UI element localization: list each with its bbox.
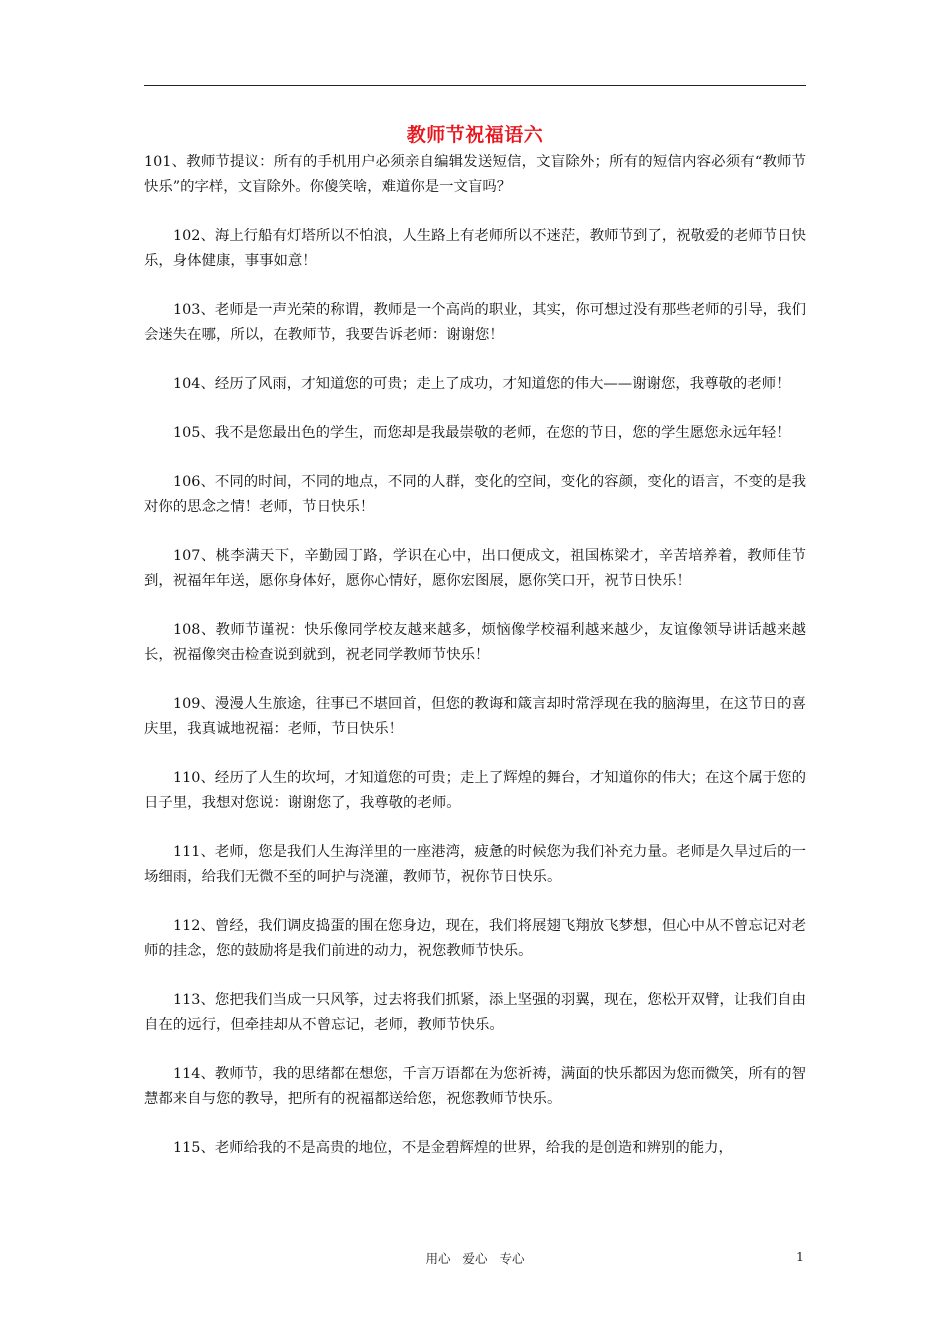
paragraph-109: 109、漫漫人生旅途，往事已不堪回首，但您的教诲和箴言却时常浮现在我的脑海里，在这节日的喜庆里，我真诚地祝福：老师，节日快乐！ <box>144 696 806 737</box>
paragraph-115: 115、老师给我的不是高贵的地位，不是金碧辉煌的世界，给我的是创造和辨别的能力， <box>173 1140 733 1156</box>
document-title: 教师节祝福语六 <box>406 124 544 146</box>
paragraph-114: 114、教师节，我的思绪都在想您，千言万语都在为您祈祷，满面的快乐都因为您而微笑，所有的智慧都来自与您的教导，把所有的祝福都送给您，祝您教师节快乐。 <box>144 1066 806 1107</box>
document-body <box>144 150 806 1185</box>
paragraph-111: 111、老师，您是我们人生海洋里的一座港湾，疲惫的时候您为我们补充力量。老师是久旱过后的一场细雨，给我们无微不至的呵护与浇灌，教师节，祝你节日快乐。 <box>144 844 806 885</box>
paragraph-112: 112、曾经，我们调皮捣蛋的围在您身边，现在，我们将展翅飞翔放飞梦想，但心中从不曾忘记对老师的挂念，您的鼓励将是我们前进的动力，祝您教师节快乐。 <box>144 918 806 959</box>
header-rule <box>144 85 806 86</box>
paragraph-107: 107、桃李满天下，辛勤园丁路，学识在心中，出口便成文，祖国栋梁才，辛苦培养着，教师佳节到，祝福年年送，愿你身体好，愿你心情好，愿你宏图展，愿你笑口开，祝节日快乐！ <box>144 548 806 589</box>
paragraph-113: 113、您把我们当成一只风筝，过去将我们抓紧，添上坚强的羽翼，现在，您松开双臂，让我们自由自在的远行，但牵挂却从不曾忘记，老师，教师节快乐。 <box>144 992 806 1033</box>
paragraph-110: 110、经历了人生的坎坷，才知道您的可贵；走上了辉煌的舞台，才知道你的伟大；在这个属于您的日子里，我想对您说：谢谢您了，我尊敬的老师。 <box>144 770 806 811</box>
paragraph-106: 106、不同的时间，不同的地点，不同的人群，变化的空间，变化的容颜，变化的语言，不变的是我对你的思念之情！老师，节日快乐！ <box>144 474 806 515</box>
footer-motto: 用心 爱心 专心 <box>425 1251 525 1266</box>
paragraph-108: 108、教师节谨祝：快乐像同学校友越来越多，烦恼像学校福利越来越少，友谊像领导讲话越来越长，祝福像突击检查说到就到，祝老同学教师节快乐！ <box>144 622 806 663</box>
paragraph-103: 103、老师是一声光荣的称谓，教师是一个高尚的职业，其实，你可想过没有那些老师的引导，我们会迷失在哪，所以，在教师节，我要告诉老师：谢谢您！ <box>144 302 806 343</box>
page-number: 1 <box>796 1249 804 1264</box>
paragraph-102: 102、海上行船有灯塔所以不怕浪，人生路上有老师所以不迷茫，教师节到了，祝敬爱的老师节日快乐，身体健康，事事如意！ <box>144 228 806 269</box>
paragraph-105: 105、我不是您最出色的学生，而您却是我最崇敬的老师，在您的节日，您的学生愿您永远年轻！ <box>173 425 791 441</box>
paragraph-104: 104、经历了风雨，才知道您的可贵；走上了成功，才知道您的伟大——谢谢您，我尊敬的老师！ <box>173 376 791 392</box>
paragraph-101: 101、教师节提议：所有的手机用户必须亲自编辑发送短信，文盲除外；所有的短信内容必须有“教师节快乐”的字样，文盲除外。你傻笑啥，难道你是一文盲吗？ <box>144 154 806 195</box>
